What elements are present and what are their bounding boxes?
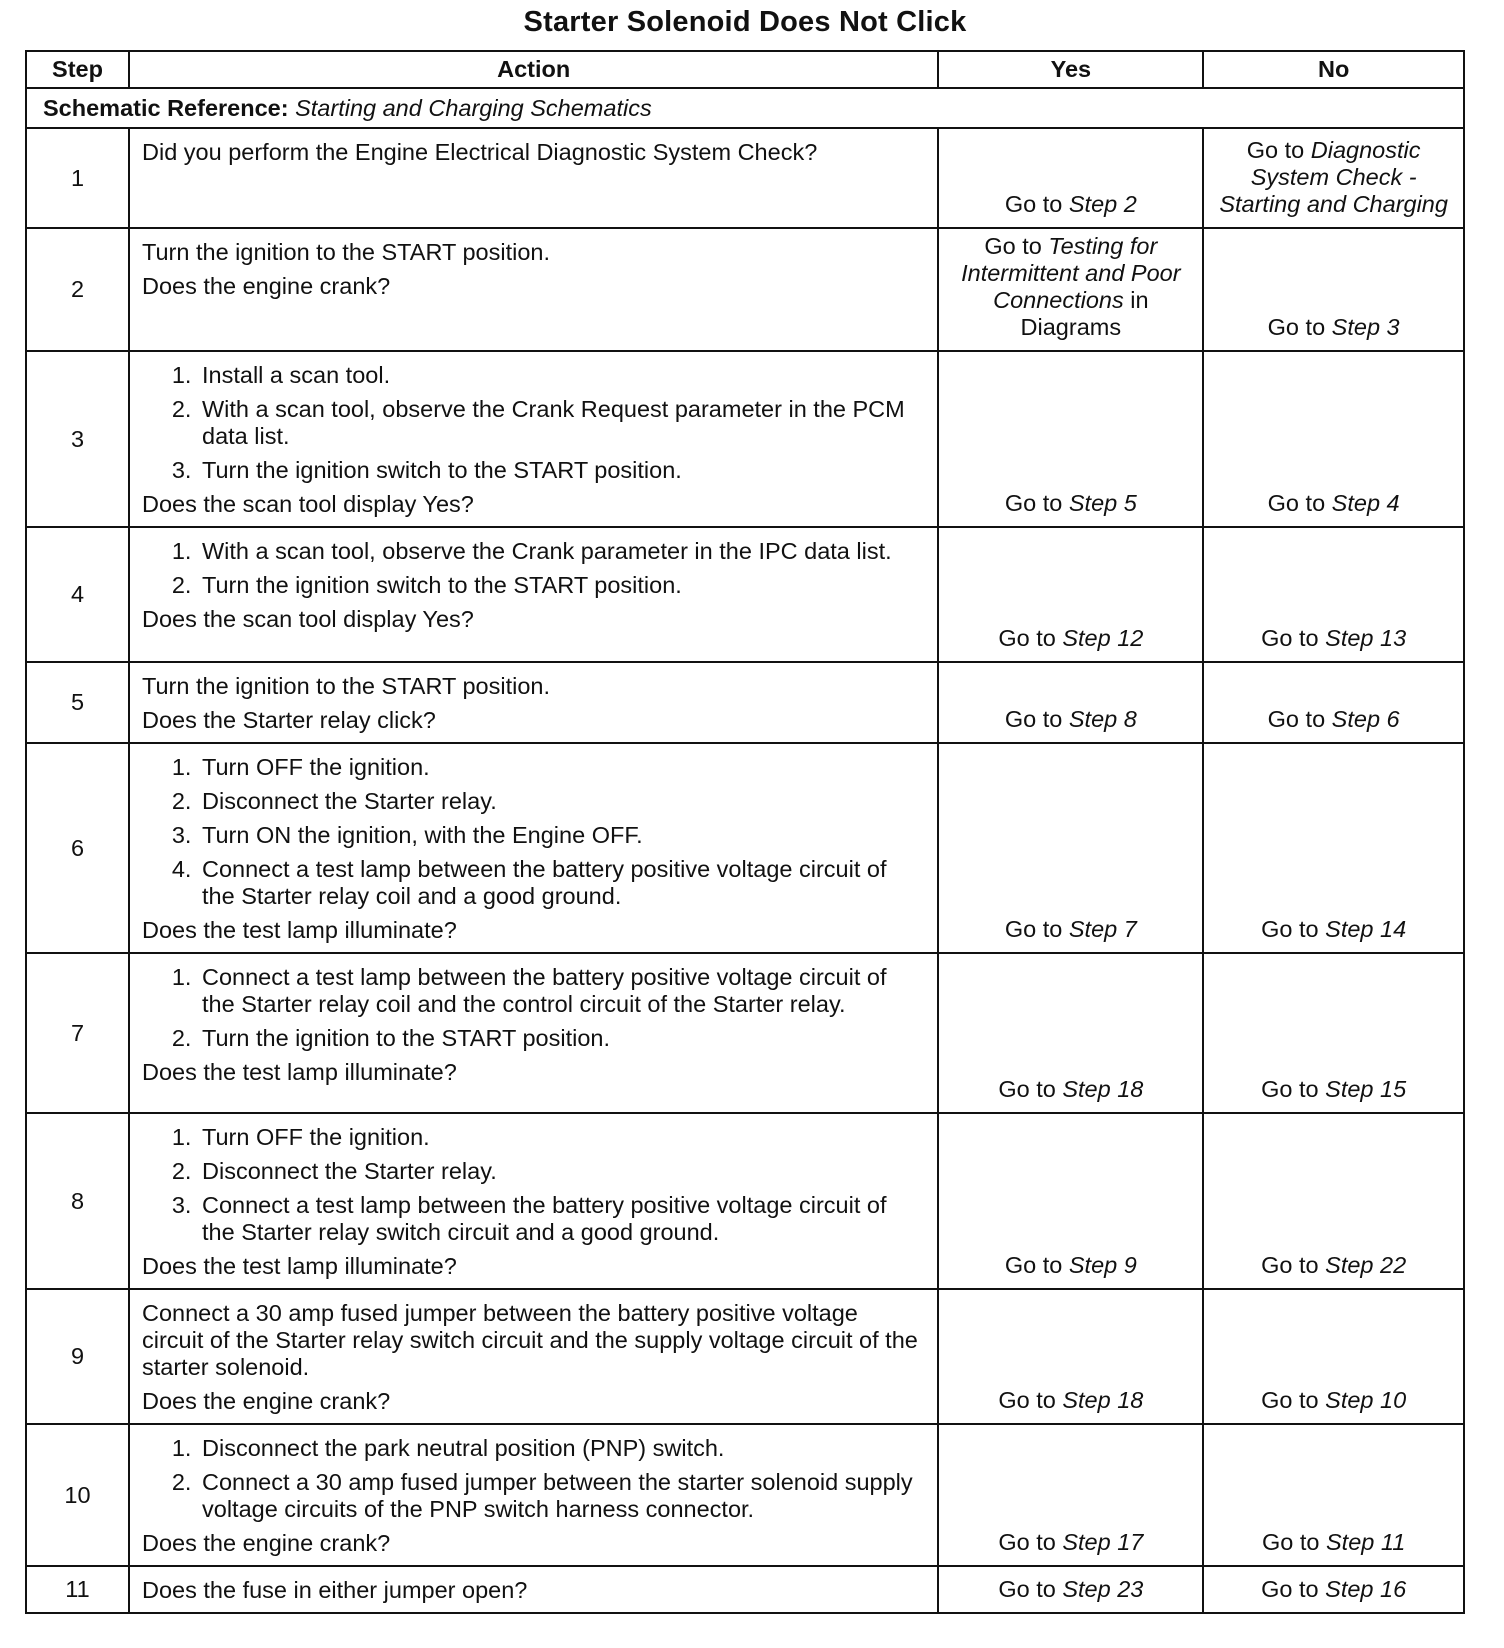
- goto-step-link[interactable]: Step 22: [1325, 1252, 1407, 1278]
- goto-prefix: Go to: [1267, 706, 1326, 732]
- yes-cell: [938, 527, 1203, 662]
- action-cell: [129, 351, 938, 527]
- goto-prefix: Go to: [998, 1529, 1056, 1555]
- goto-prefix: Go to: [998, 1387, 1056, 1413]
- action-steps-list: [142, 362, 925, 484]
- action-question: Does the scan tool display Yes?: [142, 606, 474, 632]
- goto-prefix: Go to: [998, 1076, 1056, 1102]
- action-step-item: 1. Turn OFF the ignition.: [198, 754, 925, 781]
- schematic-reference: [26, 88, 1464, 128]
- header-yes: Yes: [938, 51, 1203, 88]
- action-question: Does the fuse in either jumper open?: [142, 1577, 528, 1603]
- diagnostic-table: [25, 50, 1465, 1614]
- action-steps-list: [142, 754, 925, 910]
- goto-step-link[interactable]: Step 3: [1331, 314, 1400, 340]
- action-cell: [129, 953, 938, 1113]
- action-question: Does the engine crank?: [142, 273, 391, 299]
- goto-step-link[interactable]: Diagnostic System Check - Starting and Charging: [1219, 137, 1448, 217]
- table-row: [26, 351, 1464, 527]
- no-goto: [1261, 1076, 1406, 1102]
- action-cell: [129, 662, 938, 743]
- no-goto: [1261, 1576, 1406, 1602]
- action-steps-list: [142, 964, 925, 1052]
- goto-step-link[interactable]: Step 9: [1068, 1252, 1137, 1278]
- action-question: Does the test lamp illuminate?: [142, 1253, 457, 1279]
- table-row: [26, 1113, 1464, 1289]
- no-goto: [1268, 314, 1400, 340]
- table-row: [26, 662, 1464, 743]
- yes-cell: [938, 1424, 1203, 1566]
- goto-step-link[interactable]: Step 8: [1068, 706, 1137, 732]
- yes-goto: [998, 1076, 1143, 1102]
- action-question: Does the test lamp illuminate?: [142, 917, 457, 943]
- action-question: Does the engine crank?: [142, 1388, 391, 1414]
- action-step-item: 3. Turn the ignition switch to the START position.: [198, 457, 925, 484]
- no-cell: [1203, 228, 1464, 351]
- header-no: No: [1203, 51, 1464, 88]
- action-question: Did you perform the Engine Electrical Diagnostic System Check?: [142, 139, 818, 165]
- action-steps-list: [142, 1124, 925, 1246]
- goto-step-link[interactable]: Step 17: [1062, 1529, 1144, 1555]
- goto-prefix: Go to: [1004, 490, 1063, 516]
- action-step-item: 1. Install a scan tool.: [198, 362, 925, 389]
- action-step-item: 2. Disconnect the Starter relay.: [198, 788, 925, 815]
- goto-prefix: Go to: [1004, 1252, 1063, 1278]
- action-cell: [129, 1566, 938, 1613]
- no-goto: [1268, 490, 1400, 516]
- action-step-item: 4. Connect a test lamp between the battery positive voltage circuit of the Starter relay coil and a good ground.: [198, 856, 925, 910]
- yes-cell: [938, 1566, 1203, 1613]
- goto-step-link[interactable]: Step 7: [1068, 916, 1137, 942]
- action-cell: [129, 743, 938, 953]
- action-step-item: 2. With a scan tool, observe the Crank Request parameter in the PCM data list.: [198, 396, 925, 450]
- action-step-item: 2. Turn the ignition switch to the START position.: [198, 572, 925, 599]
- no-cell: [1203, 1424, 1464, 1566]
- goto-prefix: Go to: [984, 233, 1042, 259]
- goto-prefix: Go to: [1267, 314, 1326, 340]
- action-step-item: 1. Connect a test lamp between the battery positive voltage circuit of the Starter relay coil and the control circuit of the Starter relay.: [198, 964, 925, 1018]
- yes-cell: [938, 228, 1203, 351]
- table-row: [26, 953, 1464, 1113]
- no-goto: [1261, 1387, 1406, 1413]
- table-row: [26, 1289, 1464, 1424]
- action-step-item: 1. With a scan tool, observe the Crank parameter in the IPC data list.: [198, 538, 925, 565]
- action-cell: [129, 527, 938, 662]
- no-goto: [1261, 916, 1406, 942]
- no-cell: [1203, 743, 1464, 953]
- yes-goto: [1005, 916, 1137, 942]
- yes-goto: [1005, 191, 1137, 217]
- goto-step-link[interactable]: Step 18: [1062, 1387, 1144, 1413]
- yes-goto: [998, 1387, 1143, 1413]
- action-step-item: 2. Disconnect the Starter relay.: [198, 1158, 925, 1185]
- no-cell: [1203, 1289, 1464, 1424]
- no-cell: [1203, 351, 1464, 527]
- step-number: 6: [26, 743, 129, 953]
- step-number: 7: [26, 953, 129, 1113]
- header-row: [26, 51, 1464, 88]
- page-title: Starter Solenoid Does Not Click: [523, 6, 967, 38]
- step-number: 3: [26, 351, 129, 527]
- goto-prefix: Go to: [1004, 916, 1063, 942]
- action-step-item: 2. Turn the ignition to the START position.: [198, 1025, 925, 1052]
- yes-cell: [938, 743, 1203, 953]
- no-cell: [1203, 1566, 1464, 1613]
- goto-step-link[interactable]: Step 12: [1062, 625, 1144, 651]
- no-goto: [1268, 706, 1400, 732]
- table-row: [26, 1424, 1464, 1566]
- goto-prefix: Go to: [1261, 1252, 1319, 1278]
- action-cell: [129, 128, 938, 228]
- goto-suffix: in Diagrams: [1020, 287, 1149, 340]
- goto-step-link[interactable]: Step 18: [1062, 1076, 1144, 1102]
- action-steps-list: [142, 1435, 925, 1523]
- action-text: Turn the ignition to the START position.: [142, 239, 550, 265]
- step-number: 9: [26, 1289, 129, 1424]
- action-cell: [129, 1113, 938, 1289]
- no-goto: [1261, 1252, 1406, 1278]
- schematic-reference-label: Schematic Reference:: [43, 94, 289, 121]
- table-row: [26, 128, 1464, 228]
- yes-goto: [1005, 706, 1137, 732]
- goto-prefix: Go to: [1261, 1529, 1320, 1555]
- no-cell: [1203, 527, 1464, 662]
- goto-step-link[interactable]: Step 23: [1062, 1576, 1144, 1602]
- step-number: 11: [26, 1566, 129, 1613]
- goto-prefix: Go to: [1004, 706, 1063, 732]
- no-cell: [1203, 1113, 1464, 1289]
- goto-prefix: Go to: [1246, 137, 1305, 163]
- yes-goto: [998, 625, 1143, 651]
- goto-step-link[interactable]: Step 2: [1068, 191, 1137, 217]
- goto-step-link[interactable]: Step 13: [1325, 625, 1407, 651]
- yes-goto: [1005, 490, 1137, 516]
- no-cell: [1203, 128, 1464, 228]
- step-number: 10: [26, 1424, 129, 1566]
- schematic-reference-row: [26, 88, 1464, 128]
- table-row: [26, 743, 1464, 953]
- step-number: 8: [26, 1113, 129, 1289]
- step-number: 4: [26, 527, 129, 662]
- goto-step-link[interactable]: Step 4: [1331, 490, 1400, 516]
- action-question: Does the Starter relay click?: [142, 707, 436, 733]
- goto-step-link[interactable]: Testing for Intermittent and Poor Connections: [961, 233, 1181, 313]
- yes-goto: [998, 1576, 1143, 1602]
- goto-prefix: Go to: [1261, 1076, 1319, 1102]
- action-cell: [129, 228, 938, 351]
- no-goto: [1261, 625, 1406, 651]
- goto-prefix: Go to: [1004, 191, 1063, 217]
- goto-prefix: Go to: [998, 1576, 1056, 1602]
- goto-prefix: Go to: [1261, 625, 1319, 651]
- action-step-item: 3. Turn ON the ignition, with the Engine OFF.: [198, 822, 925, 849]
- table-row: [26, 228, 1464, 351]
- goto-step-link[interactable]: Step 16: [1325, 1576, 1407, 1602]
- action-cell: [129, 1424, 938, 1566]
- yes-goto: [1005, 1252, 1137, 1278]
- yes-cell: [938, 1289, 1203, 1424]
- step-number: 2: [26, 228, 129, 351]
- action-step-item: 1. Disconnect the park neutral position (PNP) switch.: [198, 1435, 925, 1462]
- yes-goto: [998, 1529, 1143, 1555]
- goto-prefix: Go to: [1261, 1387, 1319, 1413]
- goto-step-link[interactable]: Step 14: [1325, 916, 1407, 942]
- goto-prefix: Go to: [1261, 1576, 1319, 1602]
- goto-prefix: Go to: [998, 625, 1056, 651]
- table-row: [26, 527, 1464, 662]
- schematic-reference-link[interactable]: Starting and Charging Schematics: [295, 94, 652, 121]
- action-text: Turn the ignition to the START position.: [142, 673, 550, 699]
- table-row: [26, 1566, 1464, 1613]
- action-step-item: 2. Connect a 30 amp fused jumper between the starter solenoid supply voltage circuits of the PNP switch harness connector.: [198, 1469, 925, 1523]
- yes-goto: [961, 233, 1180, 340]
- goto-step-link[interactable]: Step 6: [1331, 706, 1400, 732]
- goto-step-link[interactable]: Step 10: [1325, 1387, 1407, 1413]
- action-step-item: 1. Turn OFF the ignition.: [198, 1124, 925, 1151]
- yes-cell: [938, 662, 1203, 743]
- action-text: Connect a 30 amp fused jumper between the battery positive voltage circuit of the Starter relay switch circuit and the supply voltage circuit of the starter solenoid.: [142, 1300, 918, 1380]
- action-step-item: 3. Connect a test lamp between the battery positive voltage circuit of the Starter relay switch circuit and a good ground.: [198, 1192, 925, 1246]
- goto-prefix: Go to: [1267, 490, 1326, 516]
- goto-prefix: Go to: [1261, 916, 1319, 942]
- header-step: Step: [26, 51, 129, 88]
- action-question: Does the engine crank?: [142, 1530, 391, 1556]
- goto-step-link[interactable]: Step 15: [1325, 1076, 1407, 1102]
- no-goto: [1262, 1529, 1405, 1555]
- no-cell: [1203, 953, 1464, 1113]
- yes-cell: [938, 953, 1203, 1113]
- step-number: 5: [26, 662, 129, 743]
- goto-step-link[interactable]: Step 5: [1068, 490, 1137, 516]
- action-question: Does the test lamp illuminate?: [142, 1059, 457, 1085]
- yes-cell: [938, 128, 1203, 228]
- action-cell: [129, 1289, 938, 1424]
- action-question: Does the scan tool display Yes?: [142, 491, 474, 517]
- yes-cell: [938, 1113, 1203, 1289]
- no-goto: [1219, 137, 1448, 217]
- action-steps-list: [142, 538, 925, 599]
- step-number: 1: [26, 128, 129, 228]
- yes-cell: [938, 351, 1203, 527]
- no-cell: [1203, 662, 1464, 743]
- goto-step-link[interactable]: Step 11: [1326, 1529, 1406, 1555]
- header-action: Action: [129, 51, 938, 88]
